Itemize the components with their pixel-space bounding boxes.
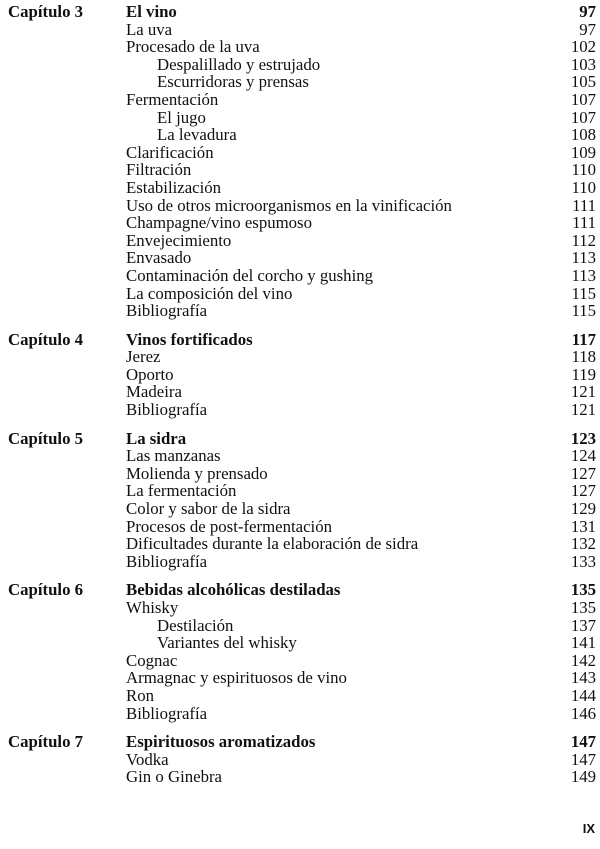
toc-entry-text: Jerez — [126, 347, 161, 367]
toc-entry — [0, 535, 600, 553]
chapter-section — [0, 430, 600, 571]
toc-entry — [0, 144, 600, 162]
toc-entry-text: Filtración — [126, 160, 192, 180]
page-folio: IX — [582, 821, 595, 836]
toc-subentry-text: Destilación — [157, 615, 234, 635]
chapter-label: Capítulo 6 — [8, 580, 84, 600]
toc-page-number: 127 — [570, 463, 596, 483]
chapter-label: Capítulo 4 — [8, 329, 84, 349]
toc-page-number: 107 — [570, 89, 596, 109]
toc-entry — [0, 518, 600, 536]
toc-entry — [0, 232, 600, 250]
chapter-title: El vino — [126, 2, 177, 21]
chapter-title: Vinos fortificados — [126, 329, 253, 349]
chapter-page-number: 117 — [571, 329, 596, 349]
toc-entry-text: Bibliografía — [126, 551, 208, 571]
toc-entry-text: Las manzanas — [126, 446, 221, 466]
toc-entry — [0, 669, 600, 687]
toc-subentry-text: Variantes del whisky — [157, 633, 297, 653]
toc-page-number: 103 — [570, 54, 596, 74]
toc-entry — [0, 91, 600, 109]
toc-entry — [0, 553, 600, 571]
chapter-heading-row — [0, 430, 600, 448]
toc-page-number: 102 — [570, 37, 596, 57]
toc-page-number: 121 — [570, 400, 596, 420]
toc-page-number: 119 — [571, 364, 596, 384]
toc-page-number: 113 — [571, 265, 596, 285]
chapter-heading-row — [0, 331, 600, 349]
toc-entry-text: Bibliografía — [126, 703, 208, 723]
toc-entry-text: Cognac — [126, 650, 178, 670]
chapter-title: Espirituosos aromatizados — [126, 732, 316, 752]
toc-entry — [0, 383, 600, 401]
toc-entry — [0, 161, 600, 179]
toc-entry — [0, 768, 600, 786]
toc-page-number: 112 — [571, 230, 596, 250]
toc-entry — [0, 197, 600, 215]
toc-page-number: 127 — [570, 481, 596, 501]
chapter-page-number: 97 — [579, 2, 596, 21]
toc-entry — [0, 56, 600, 74]
toc-entry — [0, 179, 600, 197]
chapter-page-number: 123 — [570, 428, 596, 448]
toc-page-number: 121 — [570, 382, 596, 402]
toc-entry — [0, 687, 600, 705]
toc-entry-text: Madeira — [126, 382, 182, 402]
toc-page-number: 137 — [570, 615, 596, 635]
toc-page-number: 105 — [570, 72, 596, 92]
chapter-section — [0, 733, 600, 786]
toc-entry — [0, 617, 600, 635]
toc-subentry-text: La levadura — [157, 125, 237, 145]
toc-entry — [0, 652, 600, 670]
toc-entry-text: Envasado — [126, 248, 192, 268]
toc-page-number: 97 — [579, 19, 596, 39]
toc-entry — [0, 599, 600, 617]
toc-entry-text: Armagnac y espirituosos de vino — [126, 668, 347, 688]
toc-page-number: 110 — [571, 177, 596, 197]
toc-page-number: 147 — [570, 749, 596, 769]
toc-page-number: 111 — [572, 195, 596, 215]
toc-entry-text: Uso de otros microorganismos en la vinificación — [126, 195, 452, 215]
toc-page-number: 118 — [571, 347, 596, 367]
toc-entry — [0, 500, 600, 518]
toc-entry-text: Procesos de post-fermentación — [126, 516, 332, 536]
toc-entry — [0, 214, 600, 232]
toc-entry-text: Contaminación del corcho y gushing — [126, 265, 374, 285]
toc-entry — [0, 705, 600, 723]
toc-subentry-text: El jugo — [157, 107, 206, 127]
toc-page-number: 131 — [570, 516, 596, 536]
toc-page-number: 115 — [571, 283, 596, 303]
toc-entry-text: Estabilización — [126, 177, 222, 197]
toc-entry-text: La fermentación — [126, 481, 237, 501]
toc-entry-text: Clarificación — [126, 142, 214, 162]
toc-subentry-text: Escurridoras y prensas — [157, 72, 309, 92]
toc-page-number: 133 — [570, 551, 596, 571]
toc-page-number: 143 — [570, 668, 596, 688]
toc-page-number: 142 — [570, 650, 596, 670]
toc-entry — [0, 751, 600, 769]
chapter-heading-row — [0, 3, 600, 21]
table-of-contents — [0, 3, 600, 797]
toc-entry-text: Whisky — [126, 598, 179, 617]
chapter-heading-row — [0, 581, 600, 599]
toc-entry — [0, 126, 600, 144]
toc-page-number: 111 — [572, 213, 596, 233]
chapter-page-number: 135 — [570, 580, 596, 600]
toc-entry — [0, 634, 600, 652]
toc-page-number: 110 — [571, 160, 596, 180]
toc-entry — [0, 401, 600, 419]
toc-entry — [0, 109, 600, 127]
toc-entry-text: Procesado de la uva — [126, 37, 260, 57]
toc-entry-text: Oporto — [126, 364, 174, 384]
toc-page-number: 107 — [570, 107, 596, 127]
chapter-title: La sidra — [126, 428, 187, 448]
toc-entry-text: Color y sabor de la sidra — [126, 499, 291, 519]
toc-entry-text: Vodka — [126, 749, 169, 769]
toc-entry-text: Ron — [126, 685, 154, 705]
toc-page-number: 132 — [570, 534, 596, 554]
toc-entry-text: Gin o Ginebra — [126, 767, 223, 787]
toc-entry — [0, 249, 600, 267]
toc-entry — [0, 73, 600, 91]
toc-page-number: 115 — [571, 301, 596, 321]
toc-entry — [0, 348, 600, 366]
toc-page-number: 135 — [570, 598, 596, 617]
chapter-label: Capítulo 7 — [8, 732, 84, 752]
toc-entry-text: Bibliografía — [126, 301, 208, 321]
toc-subentry-text: Despalillado y estrujado — [157, 54, 321, 74]
toc-page-number: 141 — [570, 633, 596, 653]
toc-entry-text: Champagne/vino espumoso — [126, 213, 312, 233]
toc-entry-text: Bibliografía — [126, 400, 208, 420]
toc-entry — [0, 21, 600, 39]
chapter-label: Capítulo 5 — [8, 428, 84, 448]
toc-entry-text: La composición del vino — [126, 283, 293, 303]
toc-entry-text: La uva — [126, 19, 173, 39]
toc-entry — [0, 285, 600, 303]
toc-entry — [0, 465, 600, 483]
toc-page-number: 108 — [570, 125, 596, 145]
chapter-label: Capítulo 3 — [8, 2, 84, 21]
toc-page-number: 129 — [570, 499, 596, 519]
chapter-title: Bebidas alcohólicas destiladas — [126, 580, 341, 600]
toc-page-number: 113 — [571, 248, 596, 268]
chapter-section — [0, 331, 600, 419]
chapter-page-number: 147 — [570, 732, 596, 752]
toc-page-number: 146 — [570, 703, 596, 723]
toc-page-number: 149 — [570, 767, 596, 787]
toc-page-number: 109 — [570, 142, 596, 162]
toc-entry — [0, 38, 600, 56]
toc-entry — [0, 267, 600, 285]
chapter-heading-row — [0, 733, 600, 751]
toc-entry-text: Envejecimiento — [126, 230, 232, 250]
toc-page-number: 144 — [570, 685, 596, 705]
toc-entry-text: Dificultades durante la elaboración de sidra — [126, 534, 419, 554]
toc-entry-text: Molienda y prensado — [126, 463, 268, 483]
toc-entry — [0, 447, 600, 465]
toc-entry — [0, 366, 600, 384]
toc-page-number: 124 — [570, 446, 596, 466]
chapter-section — [0, 581, 600, 722]
toc-entry — [0, 482, 600, 500]
toc-entry — [0, 302, 600, 320]
toc-entry-text: Fermentación — [126, 89, 219, 109]
chapter-section — [0, 3, 600, 320]
